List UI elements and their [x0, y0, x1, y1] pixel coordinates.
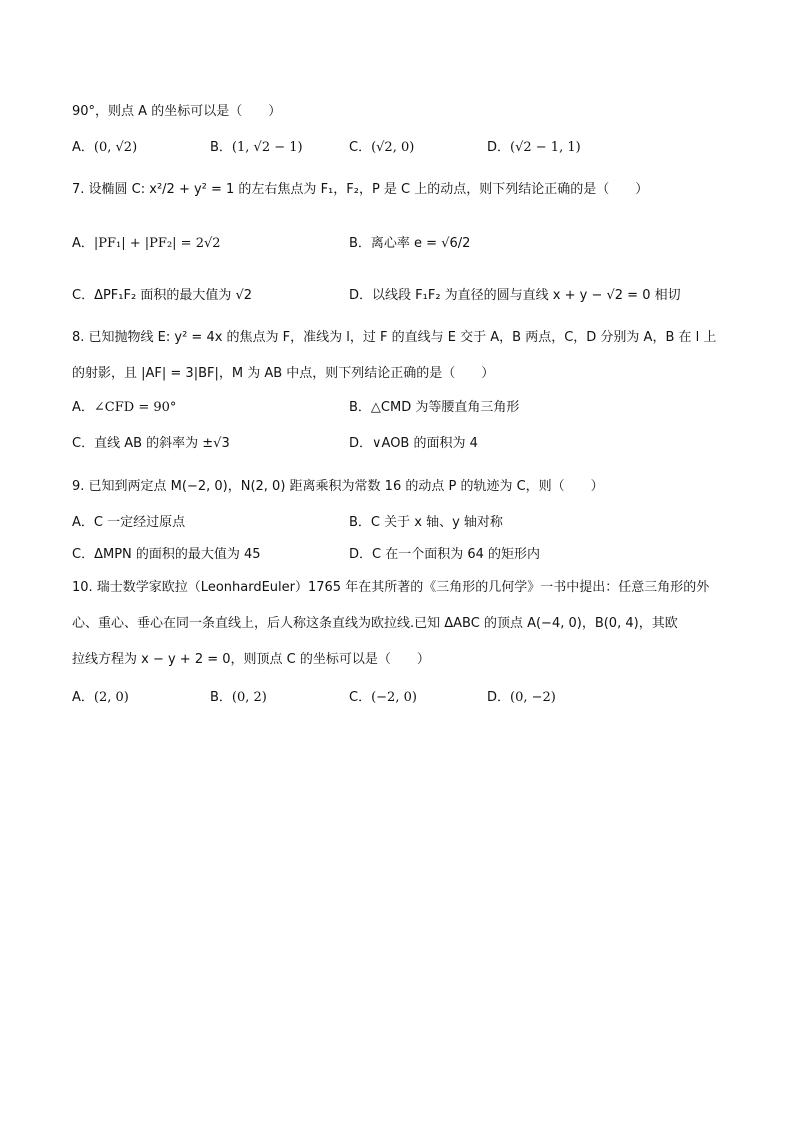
option-label: C． — [349, 140, 372, 155]
option-label: D． — [349, 288, 373, 303]
option-text: C 一定经过原点 — [93, 515, 186, 530]
q10-option-c — [349, 688, 417, 708]
option-text: ∨AOB 的面积为 4 — [372, 436, 478, 451]
q8-option-a — [72, 398, 176, 418]
q10-stem-line1: 10. 瑞士数学家欧拉（LeonhardEuler）1765 年在其所著的《三角形的几何学》一书中提出：任意三角形的外 — [72, 580, 710, 595]
option-text: (0, 2) — [231, 690, 267, 705]
option-label: C． — [72, 547, 95, 562]
option-label: D． — [349, 547, 373, 562]
q8-option-d — [349, 434, 478, 454]
q6-option-a — [72, 138, 137, 158]
q8-option-c — [72, 434, 230, 454]
q6-option-d — [487, 138, 581, 158]
option-label: D． — [487, 140, 511, 155]
q10-option-a — [72, 688, 129, 708]
option-label: B． — [349, 400, 371, 415]
option-text: 以线段 F₁F₂ 为直径的圆与直线 x + y − √2 = 0 相切 — [372, 288, 681, 303]
option-label: B． — [210, 140, 232, 155]
option-label: C． — [72, 288, 95, 303]
q9-option-a — [72, 513, 185, 533]
option-text: C 在一个面积为 64 的矩形内 — [372, 547, 541, 562]
option-label: B． — [349, 515, 371, 530]
q9-option-b — [349, 513, 503, 533]
option-text: C 关于 x 轴、y 轴对称 — [370, 515, 503, 530]
q7-option-d — [349, 286, 681, 306]
option-label: A． — [72, 140, 94, 155]
option-text: △CMD 为等腰直角三角形 — [370, 400, 520, 415]
q8-option-b — [349, 398, 519, 418]
q10-option-b — [210, 688, 267, 708]
q9-option-d — [349, 545, 540, 565]
q6-tail: 90°，则点 A 的坐标可以是（ ） — [72, 104, 282, 119]
q8-stem-line2: 的射影，且 |AF| = 3|BF|，M 为 AB 中点，则下列结论正确的是（ ） — [72, 366, 495, 381]
option-text: ΔMPN 的面积的最大值为 45 — [94, 547, 261, 562]
option-label: A． — [72, 400, 94, 415]
option-text: (−2, 0) — [371, 690, 417, 705]
q8-stem-line1: 8. 已知抛物线 E: y² = 4x 的焦点为 F，准线为 l，过 F 的直线与 E 交于 A，B 两点，C，D 分别为 A，B 在 l 上 — [72, 330, 717, 345]
q6-option-b — [210, 138, 303, 158]
q9-option-c — [72, 545, 261, 565]
option-text: (0, −2) — [510, 690, 556, 705]
option-label: A． — [72, 236, 94, 251]
option-label: D． — [349, 436, 373, 451]
q10-stem-line2: 心、重心、垂心在同一条直线上，后人称这条直线为欧拉线.已知 ΔABC 的顶点 A(−4, 0)，B(0, 4)，其欧 — [72, 616, 678, 631]
option-text: (√2, 0) — [371, 140, 415, 155]
q9-stem: 9. 已知到两定点 M(−2, 0)，N(2, 0) 距离乘积为常数 16 的动点 P 的轨迹为 C，则（ ） — [72, 479, 604, 494]
option-text: 直线 AB 的斜率为 ±√3 — [94, 436, 230, 451]
option-text: ∠CFD = 90° — [93, 400, 177, 415]
option-text: (√2 − 1, 1) — [510, 140, 581, 155]
q7-option-a — [72, 234, 221, 254]
option-label: C． — [72, 436, 95, 451]
option-text: 离心率 e = √6/2 — [370, 236, 471, 251]
q7-stem: 7. 设椭圆 C: x²/2 + y² = 1 的左右焦点为 F₁，F₂，P 是 C 上的动点，则下列结论正确的是（ ） — [72, 182, 649, 197]
option-label: A． — [72, 690, 94, 705]
option-label: B． — [210, 690, 232, 705]
q7-option-c — [72, 286, 252, 306]
q10-option-d — [487, 688, 556, 708]
option-label: B． — [349, 236, 371, 251]
option-label: D． — [487, 690, 511, 705]
option-text: |PF₁| + |PF₂| = 2√2 — [93, 236, 221, 251]
option-text: (1, √2 − 1) — [231, 140, 303, 155]
option-label: A． — [72, 515, 94, 530]
q10-stem-line3: 拉线方程为 x − y + 2 = 0，则顶点 C 的坐标可以是（ ） — [72, 652, 430, 667]
q7-option-b — [349, 234, 470, 254]
option-text: ΔPF₁F₂ 面积的最大值为 √2 — [94, 288, 253, 303]
option-text: (2, 0) — [93, 690, 129, 705]
q6-option-c — [349, 138, 414, 158]
option-text: (0, √2) — [93, 140, 138, 155]
option-label: C． — [349, 690, 372, 705]
